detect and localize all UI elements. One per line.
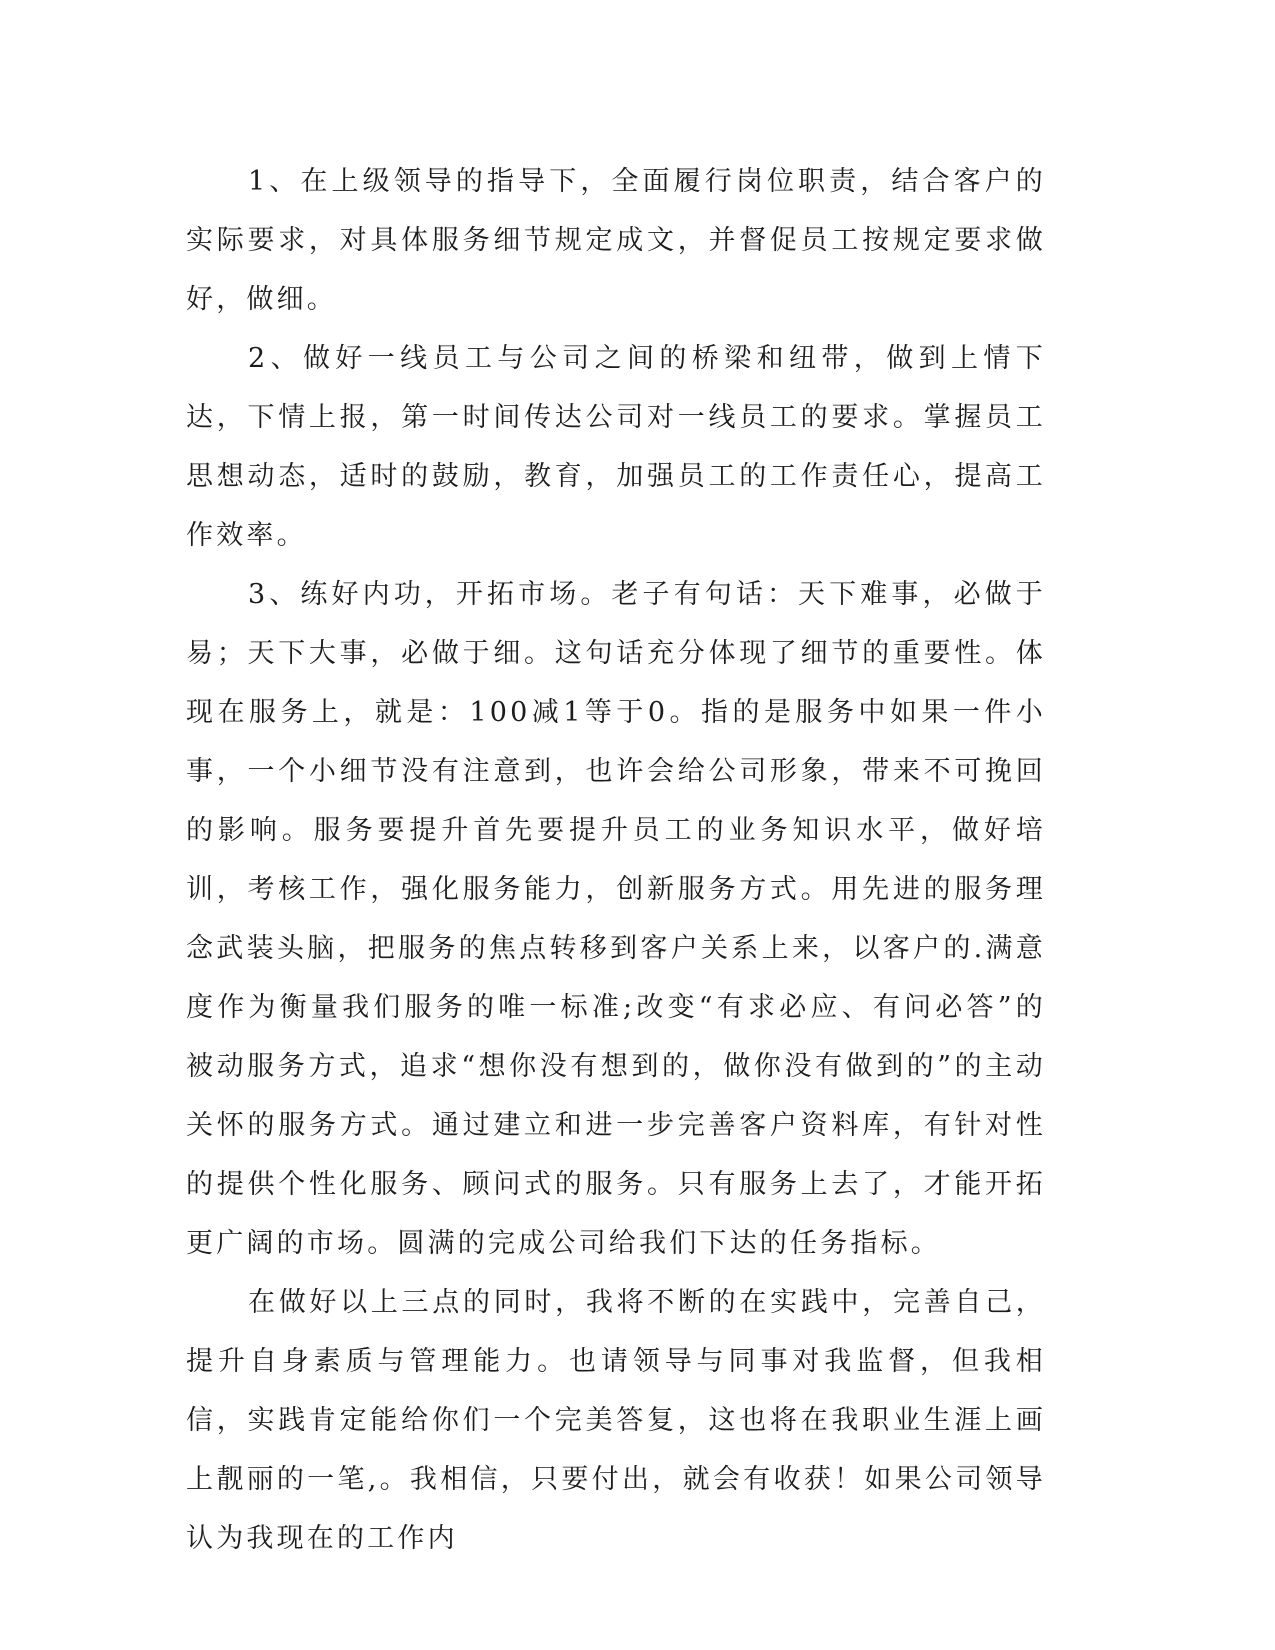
paragraph-duty-2: 2、做好一线员工与公司之间的桥梁和纽带，做到上情下达，下情上报，第一时间传达公司对一线员工的要求。掌握员工思想动态，适时的鼓励，教育，加强员工的工作责任心，提高工作效率。	[186, 343, 1046, 551]
paragraph-closing: 在做好以上三点的同时，我将不断的在实践中，完善自己，提升自身素质与管理能力。也请领导与同事对我监督，但我相信，实践肯定能给你们一个完美答复，这也将在我职业生涯上画上靓丽的一笔,。我相信，只要付出，就会有收获！如果公司领导认为我现在的工作内	[186, 1287, 1046, 1554]
paragraph-duty-1: 1、在上级领导的指导下，全面履行岗位职责，结合客户的实际要求，对具体服务细节规定成文，并督促员工按规定要求做好，做细。	[186, 166, 1046, 315]
document-body	[186, 152, 1046, 1568]
paragraph-duty-3: 3、练好内功，开拓市场。老子有句话：天下难事，必做于易；天下大事，必做于细。这句话充分体现了细节的重要性。体现在服务上，就是：100减1等于0。指的是服务中如果一件小事，一个小细节没有注意到，也许会给公司形象，带来不可挽回的影响。服务要提升首先要提升员工的业务知识水平，做好培训，考核工作，强化服务能力，创新服务方式。用先进的服务理念武装头脑，把服务的焦点转移到客户关系上来，以客户的.满意度作为衡量我们服务的唯一标准;改变“有求必应、有问必答”的被动服务方式，追求“想你没有想到的，做你没有做到的”的主动关怀的服务方式。通过建立和进一步完善客户资料库，有针对性的提供个性化服务、顾问式的服务。只有服务上去了，才能开拓更广阔的市场。圆满的完成公司给我们下达的任务指标。	[186, 579, 1046, 1259]
